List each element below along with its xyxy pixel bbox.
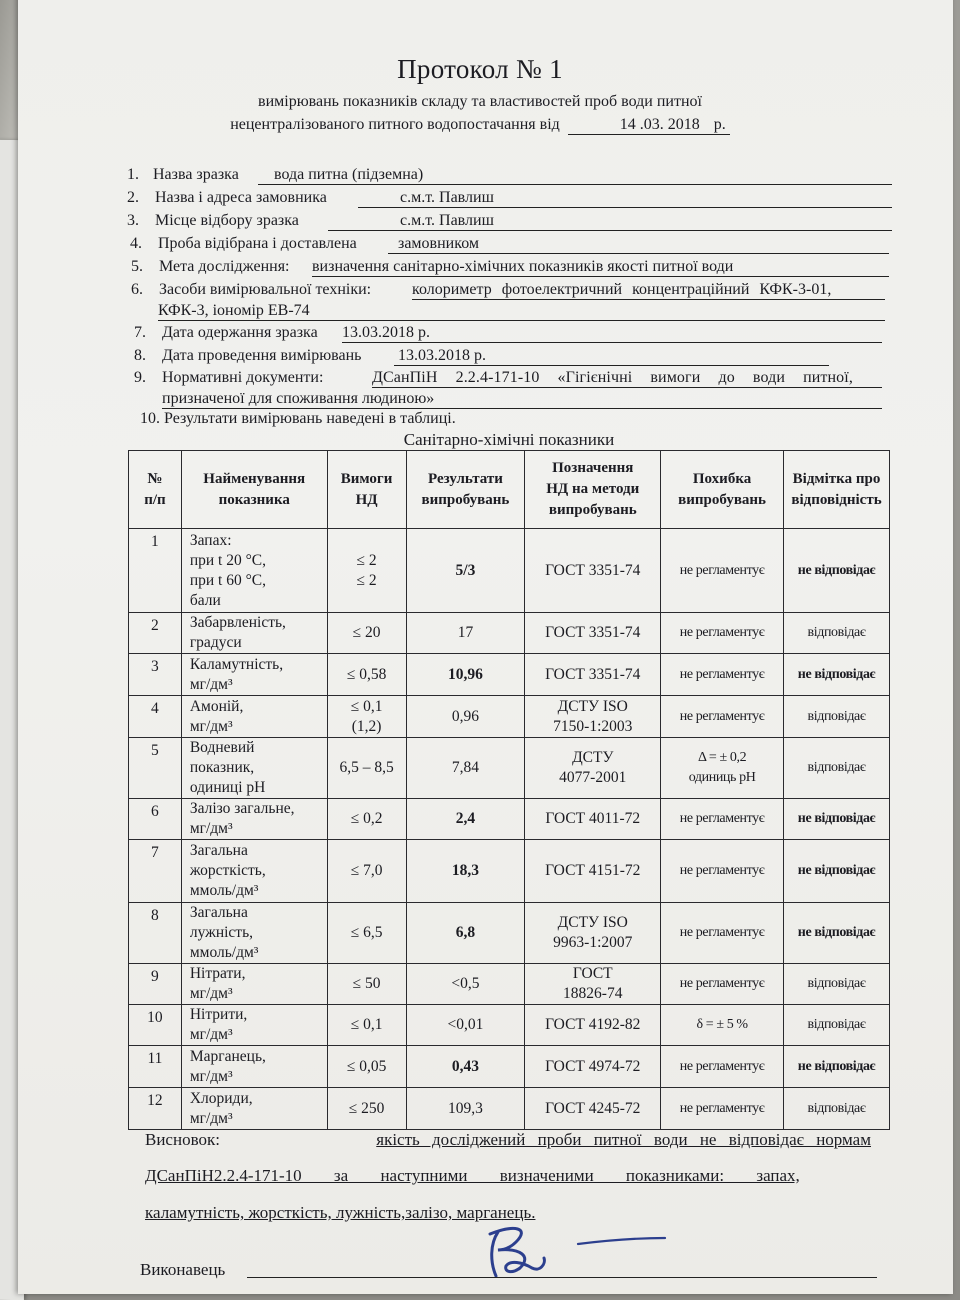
cell-num: 7: [129, 840, 182, 903]
cell-status: відповідає: [784, 1088, 890, 1130]
cell-requirement: ≤ 0,05: [327, 1046, 406, 1088]
conclusion-line2: ДСанПіН2.2.4-171-10 за наступними визначеними показниками: запах,: [145, 1166, 800, 1185]
field-item-3: [127, 211, 299, 231]
field-value-9: ДСанПіН 2.2.4-171-10 «Гігієнічні вимоги до води питної,: [372, 368, 882, 388]
table-row: [129, 613, 890, 654]
protocol-date: [568, 116, 730, 135]
cell-num: 2: [129, 613, 182, 654]
cell-requirement: ≤ 2 ≤ 2: [327, 529, 406, 613]
field-value-1: вода питна (підземна): [258, 165, 892, 185]
cell-status: не відповідає: [784, 529, 890, 613]
header-error: Похибка випробувань: [661, 451, 784, 529]
field-item-2: [127, 188, 327, 208]
cell-result: 10,96: [406, 654, 525, 696]
cell-name: Хлориди, мг/дм³: [181, 1088, 327, 1130]
header-results: Результати випробувань: [406, 451, 525, 529]
cell-method: ГОСТ 4011-72: [525, 799, 661, 840]
cell-requirement: ≤ 50: [327, 964, 406, 1005]
cell-status: не відповідає: [784, 1046, 890, 1088]
cell-result: 6,8: [406, 903, 525, 964]
cell-result: <0,5: [406, 964, 525, 1005]
field-item-1: [127, 165, 239, 185]
cell-result: 5/3: [406, 529, 525, 613]
executor-line: [247, 1277, 877, 1278]
cell-num: 1: [129, 529, 182, 613]
field-number: 8.: [134, 347, 146, 364]
cell-method: ДСТУ ISO 9963-1:2007: [525, 903, 661, 964]
cell-num: 3: [129, 654, 182, 696]
cell-status: не відповідає: [784, 840, 890, 903]
cell-status: відповідає: [784, 964, 890, 1005]
cell-error: не регламентує: [661, 840, 784, 903]
cell-error: не регламентує: [661, 529, 784, 613]
cell-result: 0,43: [406, 1046, 525, 1088]
field-label: Дата проведення вимірювань: [158, 347, 362, 364]
cell-num: 11: [129, 1046, 182, 1088]
table-row: [129, 799, 890, 840]
field-value-6: колориметр фотоелектричний концентраційний КФК-3-01,: [412, 280, 885, 300]
cell-name: Нітрити, мг/дм³: [181, 1005, 327, 1046]
cell-error: не регламентує: [661, 799, 784, 840]
executor-label: Виконавець: [140, 1260, 226, 1279]
conclusion-line3: каламутність, жорсткість, лужність,залізо, марганець.: [145, 1203, 536, 1222]
cell-method: ГОСТ 3351-74: [525, 613, 661, 654]
cell-method: ГОСТ 18826-74: [525, 964, 661, 1005]
cell-method: ГОСТ 4974-72: [525, 1046, 661, 1088]
field-number: 7.: [134, 324, 146, 341]
cell-status: не відповідає: [784, 799, 890, 840]
header-method: Позначення НД на методи випробувань: [525, 451, 661, 529]
table-row: [129, 738, 890, 799]
field-label: Результати вимірювань наведені в таблиці.: [160, 410, 456, 427]
cell-status: відповідає: [784, 738, 890, 799]
cell-error: δ = ± 5 %: [661, 1005, 784, 1046]
field-value-9-cont: призначеної для споживання людиною»: [162, 389, 882, 409]
header-requirements: Вимоги НД: [327, 451, 406, 529]
cell-name: Забарвленість, градуси: [181, 613, 327, 654]
cell-num: 4: [129, 696, 182, 738]
cell-requirement: ≤ 0,58: [327, 654, 406, 696]
field-label: Проба відібрана і доставлена: [154, 235, 357, 252]
cell-name: Каламутність, мг/дм³: [181, 654, 327, 696]
cell-requirement: ≤ 7,0: [327, 840, 406, 903]
cell-requirement: ≤ 0,1 (1,2): [327, 696, 406, 738]
cell-method: ГОСТ 4192-82: [525, 1005, 661, 1046]
cell-name: Загальна жорсткість, ммоль/дм³: [181, 840, 327, 903]
field-item-7: [134, 323, 318, 343]
table-row: [129, 840, 890, 903]
field-label: Дата одержання зразка: [158, 324, 318, 341]
field-label: Нормативні документи:: [158, 369, 324, 386]
table-header-row: [129, 451, 890, 529]
table-caption: Санітарно-хімічні показники: [403, 430, 615, 449]
cell-requirement: ≤ 0,1: [327, 1005, 406, 1046]
cell-num: 9: [129, 964, 182, 1005]
cell-name: Амоній, мг/дм³: [181, 696, 327, 738]
table-row: [129, 1088, 890, 1130]
field-label: Місце відбору зразка: [151, 212, 299, 229]
cell-result: <0,01: [406, 1005, 525, 1046]
table-row: [129, 1046, 890, 1088]
table-row: [129, 529, 890, 613]
field-number: 1.: [127, 166, 139, 183]
cell-error: не регламентує: [661, 903, 784, 964]
field-value-8: 13.03.2018 р.: [394, 346, 829, 366]
protocol-date-value: 14 .03. 2018: [619, 116, 700, 133]
results-table: [128, 450, 890, 1130]
cell-num: 8: [129, 903, 182, 964]
protocol-date-suffix: р.: [713, 116, 726, 133]
document-subtitle-line2: [0, 116, 960, 135]
field-value-5: визначення санітарно-хімічних показників якості питної води: [312, 257, 889, 277]
header-name: Найменування показника: [181, 451, 327, 529]
cell-num: 10: [129, 1005, 182, 1046]
cell-name: Нітрати, мг/дм³: [181, 964, 327, 1005]
cell-method: ГОСТ 4151-72: [525, 840, 661, 903]
cell-error: не регламентує: [661, 1046, 784, 1088]
cell-result: 7,84: [406, 738, 525, 799]
cell-num: 5: [129, 738, 182, 799]
cell-name: Залізо загальне, мг/дм³: [181, 799, 327, 840]
field-number: 9.: [134, 369, 146, 386]
cell-method: ДСТУ 4077-2001: [525, 738, 661, 799]
cell-num: 12: [129, 1088, 182, 1130]
field-number: 2.: [127, 189, 139, 206]
conclusion-line1: [145, 1130, 871, 1150]
cell-status: не відповідає: [784, 903, 890, 964]
field-item-5: [131, 257, 290, 277]
field-item-4: [130, 234, 357, 254]
cell-error: не регламентує: [661, 1088, 784, 1130]
field-value-2: с.м.т. Павлиш: [358, 188, 892, 208]
cell-method: ГОСТ 3351-74: [525, 654, 661, 696]
document-subtitle-line1: вимірювань показників складу та властивостей проб води питної: [258, 93, 702, 110]
conclusion-text1: якість досліджений проби питної води не відповідає нормам: [376, 1130, 871, 1149]
document-title: Протокол № 1: [397, 54, 563, 84]
field-number: 6.: [131, 281, 143, 298]
cell-error: Δ = ± 0,2 одиниць pH: [661, 738, 784, 799]
cell-result: 17: [406, 613, 525, 654]
cell-result: 109,3: [406, 1088, 525, 1130]
cell-requirement: ≤ 20: [327, 613, 406, 654]
cell-method: ГОСТ 3351-74: [525, 529, 661, 613]
cell-result: 18,3: [406, 840, 525, 903]
cell-status: відповідає: [784, 613, 890, 654]
field-item-10: [140, 409, 456, 429]
cell-error: не регламентує: [661, 696, 784, 738]
field-number: 5.: [131, 258, 143, 275]
cell-requirement: ≤ 6,5: [327, 903, 406, 964]
cell-error: не регламентує: [661, 964, 784, 1005]
header-status: Відмітка про відповідність: [784, 451, 890, 529]
table-row: [129, 696, 890, 738]
cell-name: Загальна лужність, ммоль/дм³: [181, 903, 327, 964]
table-row: [129, 964, 890, 1005]
cell-name: Запах: при t 20 °С, при t 60 °С, бали: [181, 529, 327, 613]
cell-method: ДСТУ ISO 7150-1:2003: [525, 696, 661, 738]
subtitle-text: нецентралізованого питного водопостачання від: [230, 116, 560, 133]
cell-result: 2,4: [406, 799, 525, 840]
field-value-4: замовником: [388, 234, 889, 254]
table-row: [129, 654, 890, 696]
field-label: Засоби вимірювальної техніки:: [155, 281, 372, 298]
field-label: Назва і адреса замовника: [151, 189, 327, 206]
field-value-7: 13.03.2018 р.: [342, 323, 882, 343]
cell-method: ГОСТ 4245-72: [525, 1088, 661, 1130]
cell-num: 6: [129, 799, 182, 840]
cell-requirement: 6,5 – 8,5: [327, 738, 406, 799]
field-item-9: [134, 368, 323, 388]
field-label: Мета дослідження:: [155, 258, 290, 275]
cell-name: Марганець, мг/дм³: [181, 1046, 327, 1088]
field-value-3: с.м.т. Павлиш: [328, 211, 892, 231]
field-number: 4.: [130, 235, 142, 252]
field-number: 3.: [127, 212, 139, 229]
cell-status: відповідає: [784, 696, 890, 738]
cell-error: не регламентує: [661, 654, 784, 696]
cell-requirement: ≤ 250: [327, 1088, 406, 1130]
conclusion-label: Висновок:: [145, 1130, 220, 1149]
header-num: № п/п: [129, 451, 182, 529]
table-row: [129, 1005, 890, 1046]
field-item-6: [131, 280, 371, 300]
field-item-8: [134, 346, 361, 366]
cell-result: 0,96: [406, 696, 525, 738]
field-label: Назва зразка: [149, 166, 239, 183]
cell-name: Водневий показник, одиниці pH: [181, 738, 327, 799]
cell-status: відповідає: [784, 1005, 890, 1046]
field-number: 10.: [140, 410, 160, 427]
field-value-6-cont: КФК-3, іономір ЕВ-74: [158, 301, 885, 321]
signature-mark: [460, 1210, 690, 1280]
cell-requirement: ≤ 0,2: [327, 799, 406, 840]
table-row: [129, 903, 890, 964]
cell-status: не відповідає: [784, 654, 890, 696]
cell-error: не регламентує: [661, 613, 784, 654]
